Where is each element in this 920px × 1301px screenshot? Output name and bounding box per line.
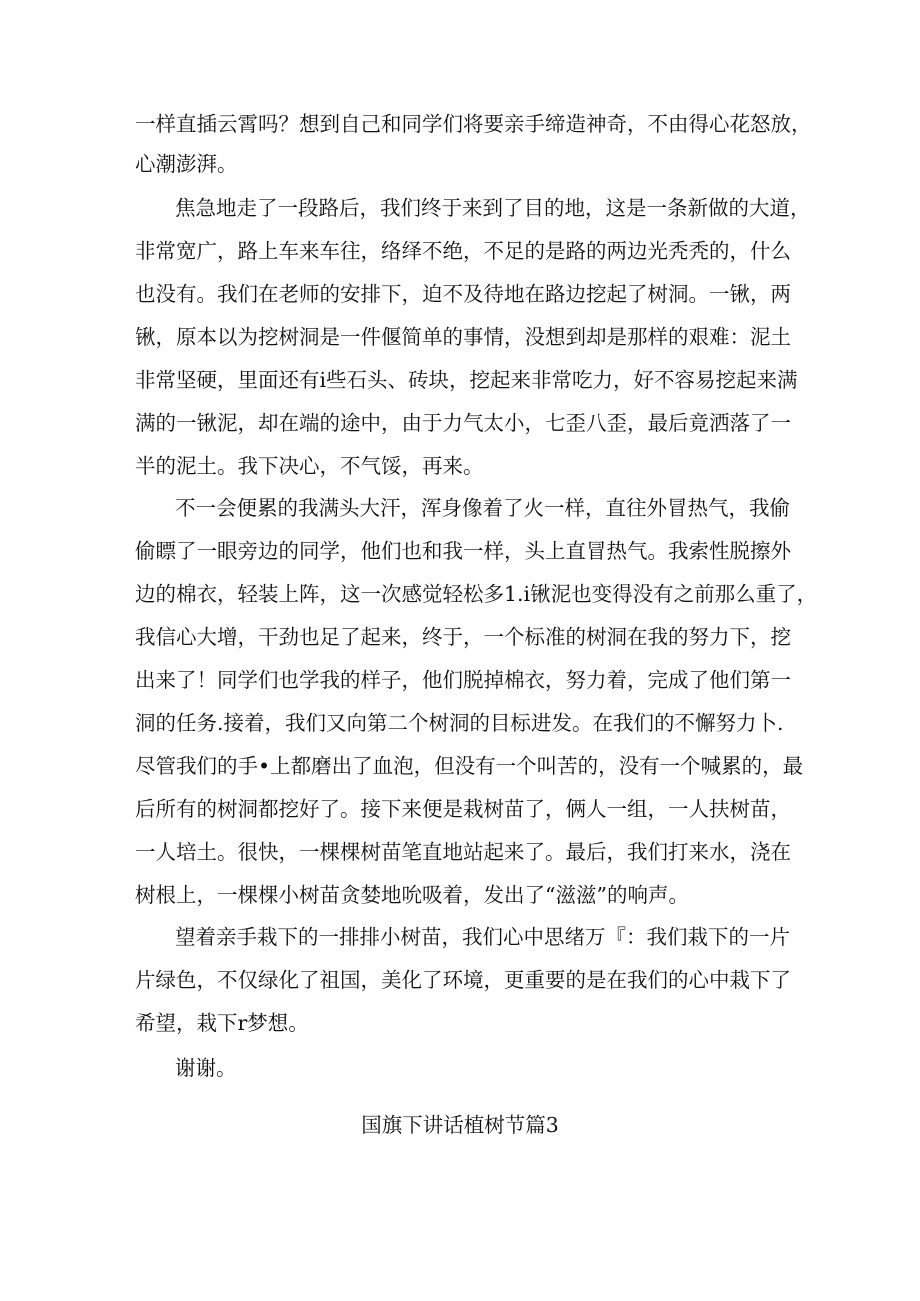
text-line: 后所有的树洞都挖好了。接下来便是栽树苗了，俩人一组，一人扶树苗， [135,797,791,821]
text-line: 也没有。我们在老师的安排下，迫不及待地在路边挖起了树洞。一锹，两 [135,282,791,306]
text-line: 片绿色，不仅绿化了祖国，美化了环境，更重要的是在我们的心中栽下了 [135,968,791,992]
text-line: 边的棉衣，轻装上阵，这一次感觉轻松多1.i锹泥也变得没有之前那么重了， [135,582,818,606]
text-line: 非常坚硬，里面还有i些石头、砖块，挖起来非常吃力，好不容易挖起来满 [135,368,798,392]
text-line: 我信心大增，干劲也足了起来，终于，一个标准的树洞在我的努力下，挖 [135,625,791,649]
section-heading: 国旗下讲话植树节篇3 [361,1113,559,1137]
text-line: 希望，栽下r梦想。 [135,1011,309,1035]
text-line: 锹，原本以为挖树洞是一件偃简单的事情，没想到却是那样的艰难：泥土 [135,325,791,349]
text-line: 一人培土。很快，一棵棵树苗笔直地站起来了。最后，我们打来水，浇在 [135,840,791,864]
text-line: 非常宽广，路上车来车往，络绎不绝，不足的是路的两边光秃秃的，什么 [135,239,791,263]
text-line: 心潮澎湃。 [135,152,238,176]
text-line: 偷瞟了一眼旁边的同学，他们也和我一样，头上直冒热气。我索性脱擦外 [135,539,791,563]
text-line: 尽管我们的手•上都磨出了血泡，但没有一个叫苦的，没有一个喊累的，最 [135,754,804,778]
paragraph-start-line: 望着亲手栽下的一排排小树苗，我们心中思绪万『：我们栽下的一片 [175,925,790,949]
text-line: 半的泥土。我下决心，不气馁，再来。 [135,454,484,478]
text-line: 出来了！同学们也学我的样子，他们脱掉棉衣，努力着，完成了他们第一 [135,668,791,692]
text-line: 一样直插云霄吗？想到自己和同学们将要亲手缔造神奇，不由得心花怒放， [135,112,812,136]
paragraph-start-line: 不一会便累的我满头大汗，浑身像着了火一样，直往外冒热气，我偷 [175,496,790,520]
text-line: 洞的任务.接着，我们又向第二个树洞的目标进发。在我们的不懈努力卜. [135,711,784,735]
text-line: 满的一锹泥，却在端的途中，由于力气太小，七歪八歪，最后竟洒落了一 [135,411,791,435]
paragraph-start-line: 焦急地走了一段路后，我们终于来到了目的地，这是一条新做的大道， [175,196,811,220]
closing-line: 谢谢。 [175,1056,237,1080]
text-line: 树根上，一棵棵小树苗贪婪地吮吸着，发出了“滋滋”的响声。 [135,883,689,907]
